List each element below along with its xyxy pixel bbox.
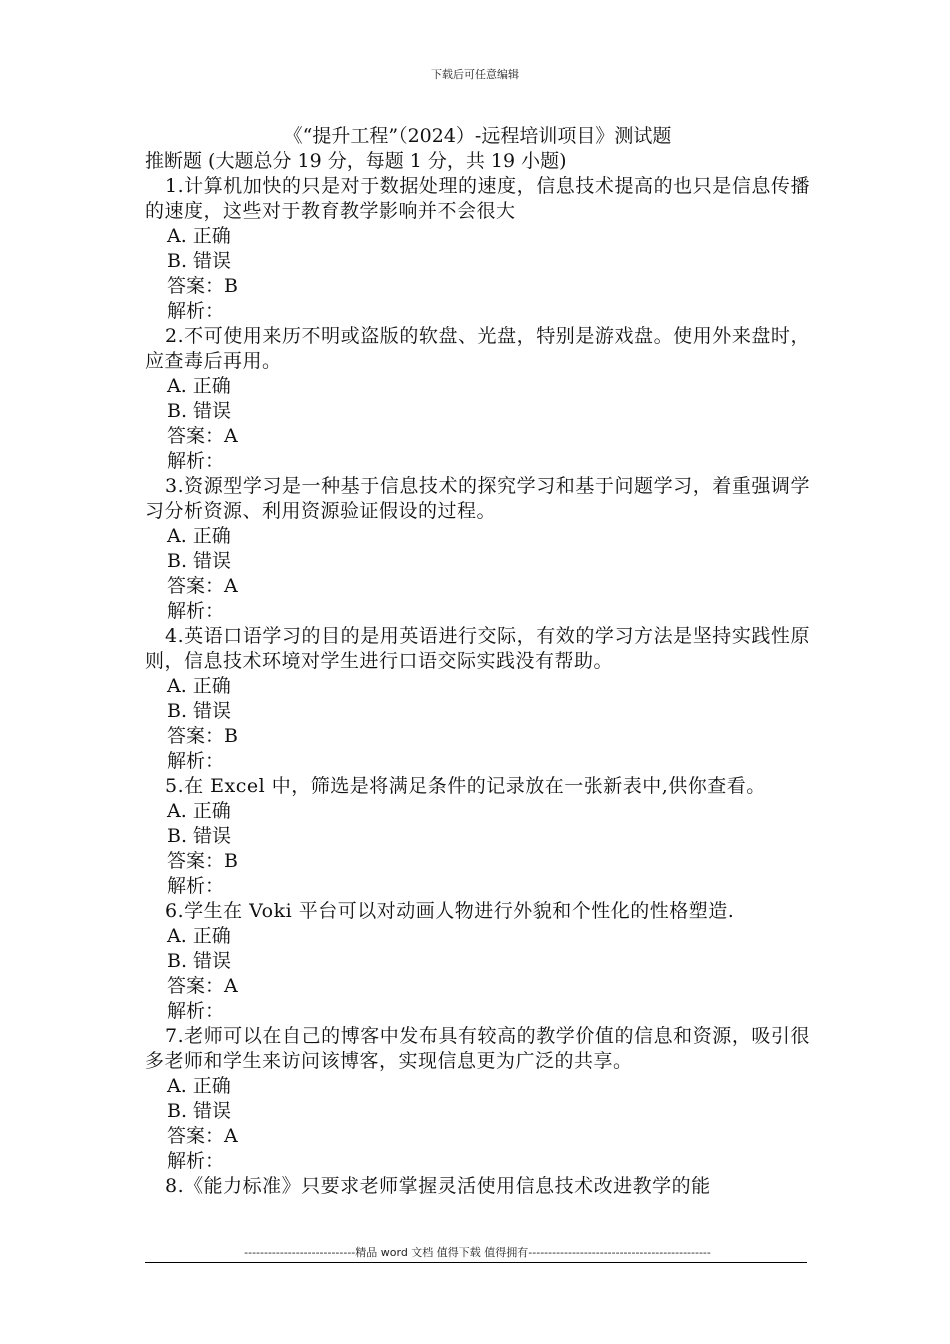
question-stem: 1.计算机加快的只是对于数据处理的速度，信息技术提高的也只是信息传播的速度，这些对于教育教学影响并不会很大 bbox=[145, 175, 810, 222]
answer: 答案：A bbox=[167, 975, 238, 997]
question-stem: 7.老师可以在自己的博客中发布具有较高的教学价值的信息和资源，吸引很多老师和学生来访问该博客，实现信息更为广泛的共享。 bbox=[145, 1025, 810, 1072]
question-stem: 8.《能力标准》只要求老师掌握灵活使用信息技术改进教学的能 bbox=[165, 1175, 711, 1197]
option-b: B. 错误 bbox=[167, 250, 232, 272]
option-a: A. 正确 bbox=[167, 375, 231, 397]
document-body bbox=[145, 124, 810, 1199]
question-stem: 4.英语口语学习的目的是用英语进行交际，有效的学习方法是坚持实践性原则，信息技术环境对学生进行口语交际实践没有帮助。 bbox=[145, 625, 810, 672]
document-title: 《“提升工程”（2024）-远程培训项目》测试题 bbox=[283, 125, 672, 147]
question-stem: 3.资源型学习是一种基于信息技术的探究学习和基于问题学习，着重强调学习分析资源、利用资源验证假设的过程。 bbox=[145, 475, 810, 522]
option-a: A. 正确 bbox=[167, 1075, 231, 1097]
answer: 答案：B bbox=[167, 850, 238, 872]
answer: 答案：B bbox=[167, 275, 238, 297]
explanation: 解析： bbox=[167, 450, 225, 472]
explanation: 解析： bbox=[167, 600, 225, 622]
option-b: B. 错误 bbox=[167, 950, 232, 972]
explanation: 解析： bbox=[167, 1000, 225, 1022]
explanation: 解析： bbox=[167, 750, 225, 772]
question-stem: 2.不可使用来历不明或盗版的软盘、光盘，特别是游戏盘。使用外来盘时，应查毒后再用。 bbox=[145, 325, 810, 372]
explanation: 解析： bbox=[167, 1150, 225, 1172]
answer: 答案：A bbox=[167, 425, 238, 447]
option-a: A. 正确 bbox=[167, 225, 231, 247]
question-stem: 5.在 Excel 中，筛选是将满足条件的记录放在一张新表中,供你查看。 bbox=[165, 775, 766, 797]
answer: 答案：A bbox=[167, 575, 238, 597]
question-4 bbox=[145, 624, 810, 774]
question-5 bbox=[145, 774, 810, 899]
explanation: 解析： bbox=[167, 300, 225, 322]
option-b: B. 错误 bbox=[167, 400, 232, 422]
option-a: A. 正确 bbox=[167, 925, 231, 947]
option-a: A. 正确 bbox=[167, 525, 231, 547]
footer-divider bbox=[145, 1262, 807, 1263]
question-stem: 6.学生在 Voki 平台可以对动画人物进行外貌和个性化的性格塑造. bbox=[165, 900, 735, 922]
option-b: B. 错误 bbox=[167, 700, 232, 722]
option-a: A. 正确 bbox=[167, 675, 231, 697]
question-3 bbox=[145, 474, 810, 624]
explanation: 解析： bbox=[167, 875, 225, 897]
page-footer: ----------------------------精品 word 文档 值得下载 值得拥有---------------------------------------------- bbox=[244, 1246, 711, 1259]
question-8 bbox=[145, 1174, 810, 1199]
section-heading: 推断题 (大题总分 19 分，每题 1 分，共 19 小题) bbox=[145, 150, 567, 172]
option-b: B. 错误 bbox=[167, 1100, 232, 1122]
answer: 答案：A bbox=[167, 1125, 238, 1147]
question-6 bbox=[145, 899, 810, 1024]
option-b: B. 错误 bbox=[167, 550, 232, 572]
question-7 bbox=[145, 1024, 810, 1174]
answer: 答案：B bbox=[167, 725, 238, 747]
page-header: 下载后可任意编辑 bbox=[431, 68, 519, 81]
option-b: B. 错误 bbox=[167, 825, 232, 847]
option-a: A. 正确 bbox=[167, 800, 231, 822]
question-1 bbox=[145, 174, 810, 324]
question-2 bbox=[145, 324, 810, 474]
